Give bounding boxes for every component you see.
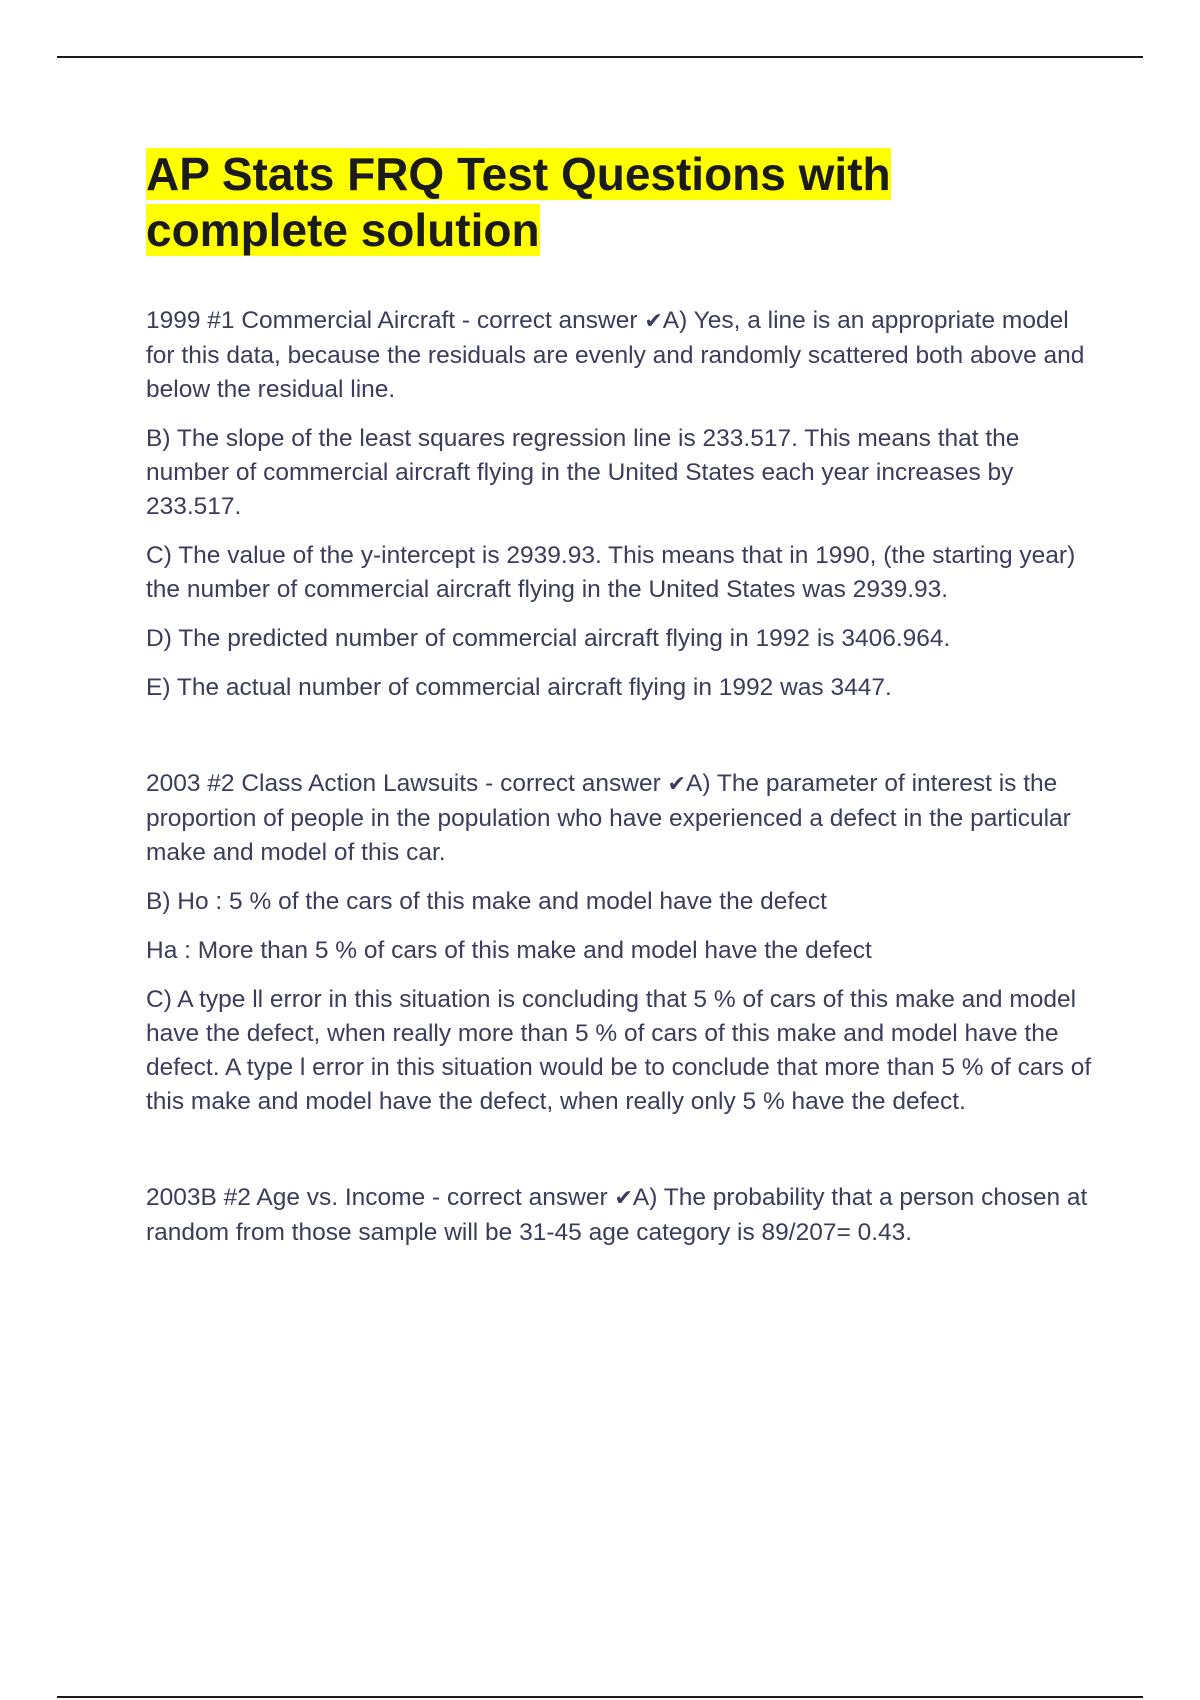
question-block-2 — [146, 767, 1096, 1119]
answer-paragraph: Ha : More than 5 % of cars of this make and model have the defect — [146, 937, 872, 964]
answer-paragraph: D) The predicted number of commercial aircraft flying in 1992 is 3406.964. — [146, 625, 951, 652]
question-block-3 — [146, 1181, 1096, 1250]
check-mark-icon: ✔ — [667, 772, 686, 797]
bottom-rule — [57, 1696, 1143, 1698]
answer-text: A) The parameter of interest is the proportion of people in the population who have experienced a defect in the particular make and model of this car. — [146, 770, 1071, 866]
answer-text: A) The probability that a person chosen at random from those sample will be 31-45 age category is 89/207= 0.43. — [146, 1184, 1088, 1246]
answer-paragraph: C) The value of the y-intercept is 2939.93. This means that in 1990, (the starting year) the number of commercial aircraft flying in the United States was 2939.93. — [146, 542, 1076, 603]
question-block-1 — [146, 304, 1096, 705]
question-header — [146, 767, 1096, 870]
answer-paragraph: C) A type ll error in this situation is concluding that 5 % of cars of this make and model have the defect, when really more than 5 % of cars of this make and model have the defect. A type l error in this situation would be to conclude that more than 5 % of cars of this make and model have the defect, when really only 5 % have the defect. — [146, 986, 1092, 1115]
title-line-2: complete solution — [146, 204, 540, 256]
answer-text: A) Yes, a line is an appropriate model for this data, because the residuals are evenly and randomly scattered both above and below the residual line. — [146, 307, 1085, 403]
title-line-1: AP Stats FRQ Test Questions with — [146, 148, 891, 200]
answer-paragraph: E) The actual number of commercial aircraft flying in 1992 was 3447. — [146, 674, 892, 701]
question-header — [146, 1181, 1096, 1250]
question-title: 2003 #2 Class Action Lawsuits - correct answer — [146, 770, 668, 797]
check-mark-icon: ✔ — [614, 1186, 633, 1211]
top-rule — [57, 56, 1143, 58]
answer-paragraph: B) The slope of the least squares regression line is 233.517. This means that the number of commercial aircraft flying in the United States each year increases by 233.517. — [146, 425, 1020, 520]
answer-paragraph: B) Ho : 5 % of the cars of this make and model have the defect — [146, 888, 827, 915]
question-title: 2003B #2 Age vs. Income - correct answer — [146, 1184, 615, 1211]
document-title — [146, 146, 1096, 258]
check-mark-icon: ✔ — [644, 309, 663, 334]
question-title: 1999 #1 Commercial Aircraft - correct answer — [146, 307, 645, 334]
document-body — [146, 146, 1096, 1265]
question-header — [146, 304, 1096, 407]
